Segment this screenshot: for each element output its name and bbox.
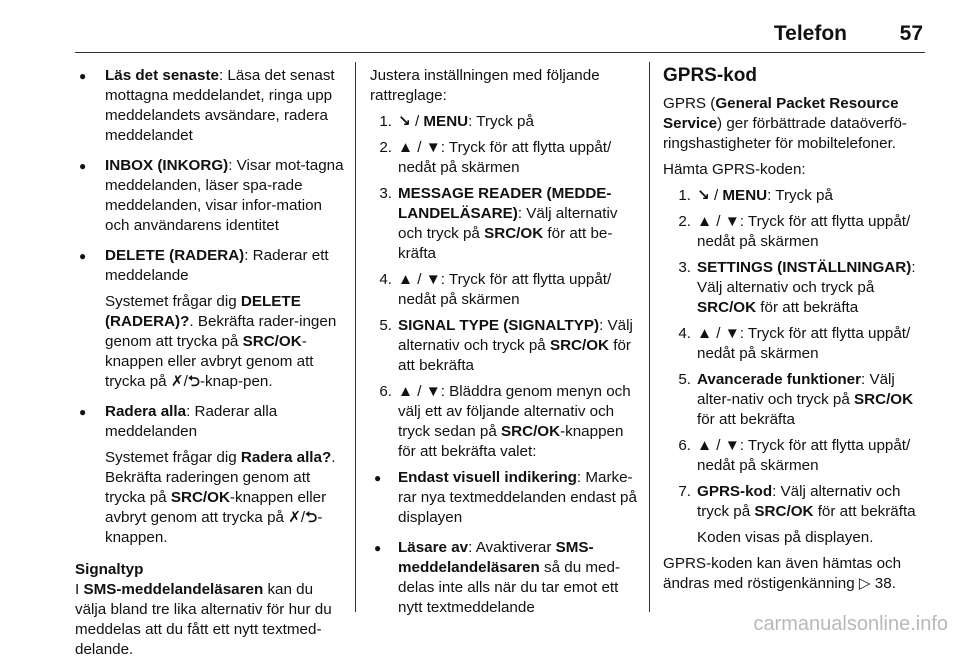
step: 5. Avancerade funktioner: Välj alter-nativ och tryck på SRC/OK för att bekräfta xyxy=(678,371,914,428)
reference-icon: ▷ xyxy=(858,575,871,592)
back-icon: ⮌ xyxy=(305,509,318,526)
step: 1. ↘ / MENU: Tryck på xyxy=(379,113,534,130)
list-item: ● Radera alla: Raderar alla meddelanden Systemet frågar dig Radera alla?. Bekräfta raderingen genom att trycka på SRC/OK-knappen eller avbryt genom att trycka på ✗/⮌-knappen. xyxy=(75,402,347,548)
column-2 xyxy=(370,66,638,628)
step: 2. ▲ / ▼: Tryck för att flytta uppåt/ nedåt på skärmen xyxy=(379,139,612,176)
step: 5. SIGNAL TYPE (SIGNALTYP): Välj alternativ och tryck på SRC/OK för att bekräfta xyxy=(379,317,633,374)
step: 6. ▲ / ▼: Tryck för att flytta uppåt/ nedåt på skärmen xyxy=(678,437,911,474)
back-icon: ⮌ xyxy=(187,373,200,390)
paragraph: GPRS-koden kan även hämtas och ändras med röstigenkänning ▷ 38. xyxy=(663,555,902,592)
list-item: ● Läsare av: Avaktiverar SMS-meddelandeläsaren så du med-delas inte alls när du tar emot ett nytt textmeddelande xyxy=(370,538,638,618)
page-title: Telefon xyxy=(773,22,847,45)
phone-icon: ↘ xyxy=(697,187,710,204)
list-item: ● Endast visuell indikering: Marke-rar nya textmeddelanden endast på displayen xyxy=(370,468,638,528)
step: 3. MESSAGE READER (MEDDE-LANDELÄSARE): Välj alternativ och tryck på SRC/OK för att be-kräfta xyxy=(379,185,618,262)
step: 1. ↘ / MENU: Tryck på xyxy=(678,187,833,204)
list-item: ● DELETE (RADERA): Raderar ett meddelande Systemet frågar dig DELETE (RADERA)?. Bekräfta rader-ingen genom att trycka på SRC/OK-knappen eller avbryt genom att trycka på ✗/⮌-knap-pen. xyxy=(75,246,347,392)
step: 6. ▲ / ▼: Bläddra genom menyn och välj ett av följande alternativ och tryck sedan på SRC/OK-knappen för att bekräfta valet: xyxy=(379,383,631,460)
column-divider xyxy=(355,62,356,612)
column-divider xyxy=(649,62,650,612)
step: 2. ▲ / ▼: Tryck för att flytta uppåt/ nedåt på skärmen xyxy=(678,213,911,250)
step: 4. ▲ / ▼: Tryck för att flytta uppåt/ nedåt på skärmen xyxy=(678,325,911,362)
end-call-icon: ✗ xyxy=(170,373,184,390)
column-1 xyxy=(75,66,347,660)
step: 4. ▲ / ▼: Tryck för att flytta uppåt/ nedåt på skärmen xyxy=(379,271,612,308)
end-call-icon: ✗ xyxy=(288,509,301,526)
step: 7. GPRS-kod: Välj alternativ och tryck på SRC/OK för att bekräfta Koden visas på displayen. xyxy=(678,483,916,546)
watermark: carmanualsonline.info xyxy=(753,613,948,635)
column-3 xyxy=(663,66,927,594)
step: 3. SETTINGS (INSTÄLLNINGAR): Välj alternativ och tryck på SRC/OK för att bekräfta xyxy=(678,259,916,316)
phone-icon: ↘ xyxy=(398,113,411,130)
list-item: ● Läs det senaste: Läsa det senast mottagna meddelandet, ringa upp meddelandets avsändare, radera meddelandet xyxy=(75,66,347,146)
section-heading: GPRS-kod xyxy=(663,65,757,86)
page-number: 57 xyxy=(899,22,923,45)
paragraph: I SMS-meddelandeläsaren kan du välja bland tre lika alternativ för hur du meddelas att du fått ett nytt textmed-delande. xyxy=(75,581,332,658)
paragraph: GPRS (General Packet Resource Service) ger förbättrade dataöverfö-ringshastigheter för mobiltelefoner. xyxy=(663,95,907,152)
list-item: ● INBOX (INKORG): Visar mot-tagna meddelanden, läser spa-rade meddelanden, visar infor-mation och användarens identitet xyxy=(75,156,347,236)
paragraph: Justera inställningen med följande rattreglage: xyxy=(370,67,600,104)
section-title: Signaltyp xyxy=(75,561,144,578)
paragraph: Hämta GPRS-koden: xyxy=(663,161,806,178)
page-header xyxy=(75,0,925,53)
